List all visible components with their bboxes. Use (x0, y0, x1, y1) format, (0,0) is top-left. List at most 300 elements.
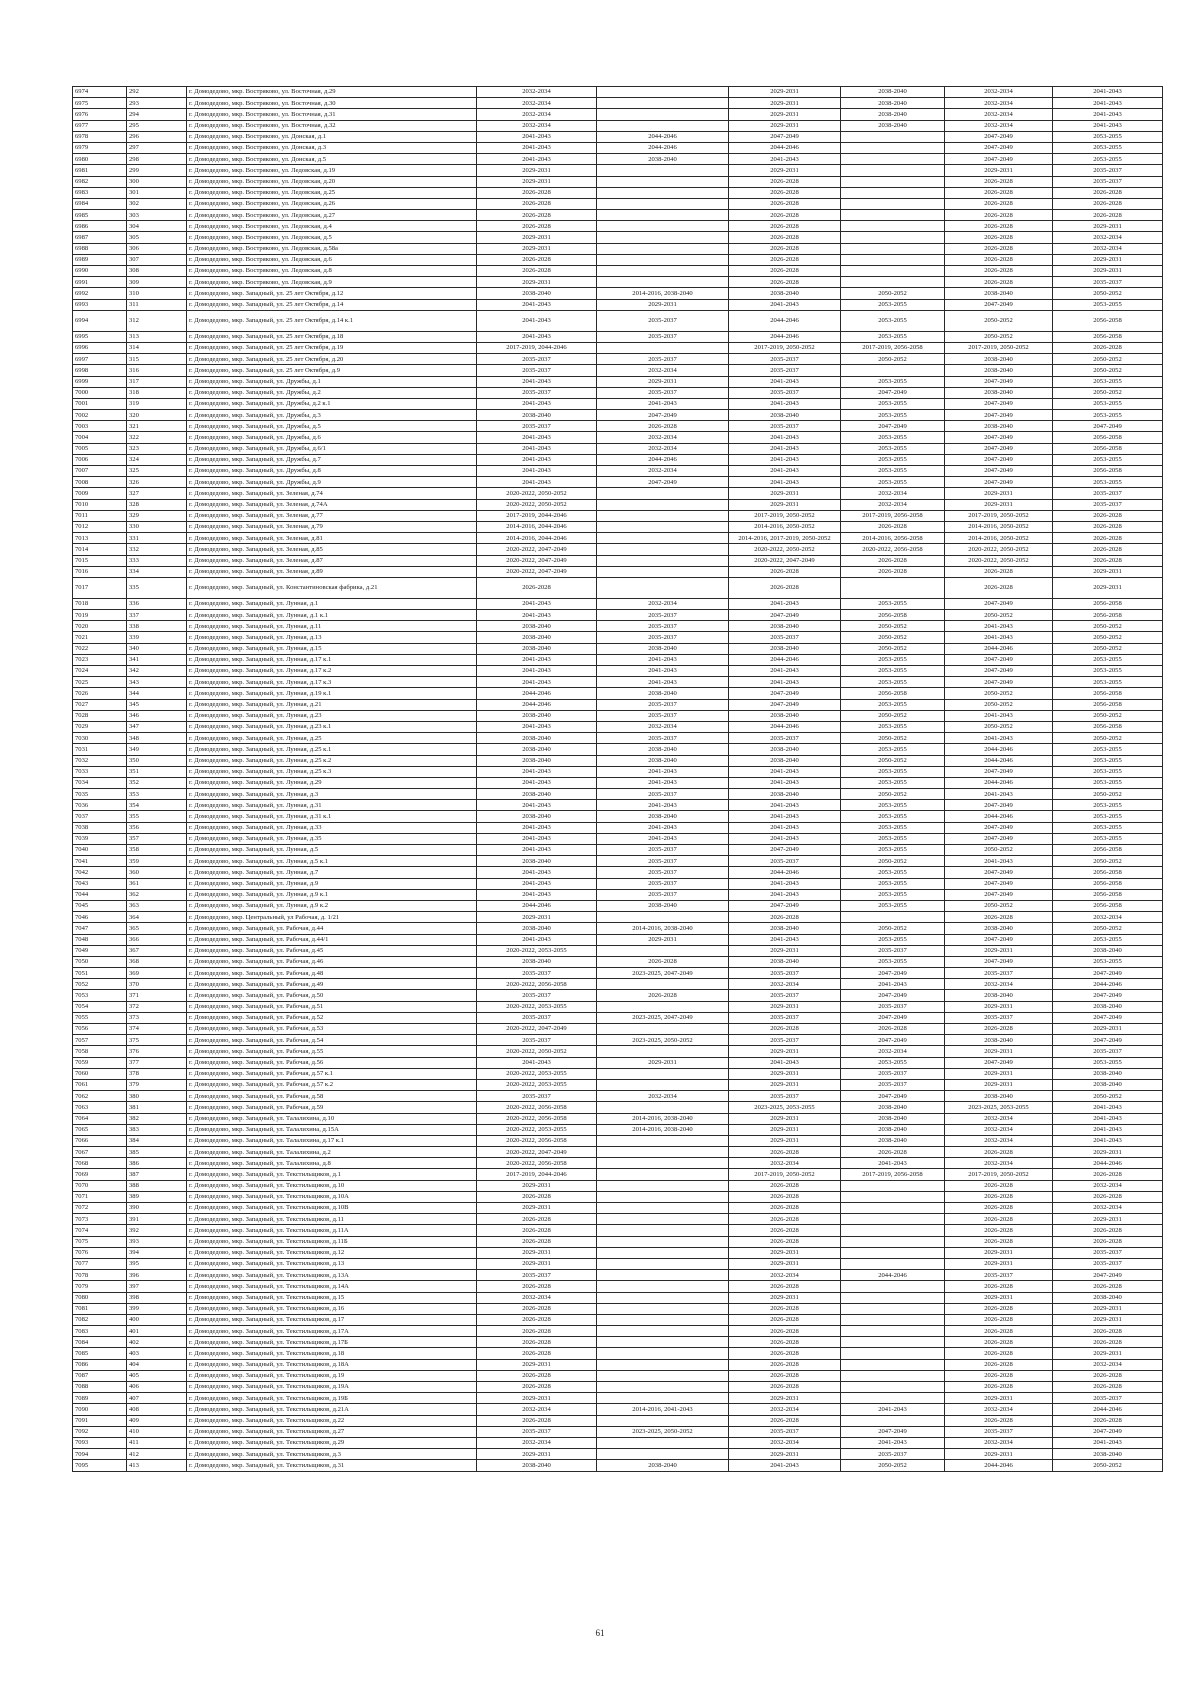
cell-building-no: 369 (127, 968, 187, 979)
cell-period-1: 2044-2046 (477, 900, 597, 911)
table-row (73, 266, 1163, 277)
cell-period-6: 2053-2055 (1053, 777, 1163, 788)
cell-period-1: 2038-2040 (477, 923, 597, 934)
cell-row-id: 6995 (73, 331, 127, 342)
cell-period-1: 2038-2040 (477, 710, 597, 721)
cell-period-6: 2029-2031 (1053, 1314, 1163, 1325)
table-row (73, 1326, 1163, 1337)
cell-period-1: 2035-2037 (477, 387, 597, 398)
cell-period-1: 2041-2043 (477, 398, 597, 409)
cell-period-2 (597, 945, 729, 956)
cell-period-2: 2035-2037 (597, 845, 729, 856)
cell-period-5: 2020-2022, 2050-2052 (945, 555, 1053, 566)
cell-period-6: 2029-2031 (1053, 577, 1163, 598)
cell-period-6: 2032-2034 (1053, 912, 1163, 923)
cell-building-no: 331 (127, 533, 187, 544)
cell-period-4 (841, 1214, 945, 1225)
cell-period-5: 2029-2031 (945, 945, 1053, 956)
cell-period-6: 2026-2028 (1053, 1281, 1163, 1292)
cell-period-6: 2029-2031 (1053, 1303, 1163, 1314)
cell-period-3: 2026-2028 (729, 254, 841, 265)
cell-building-no: 338 (127, 621, 187, 632)
cell-address: г. Домодедово, мкр. Западный, ул. Лунная, д.29 (187, 777, 477, 788)
table-row (73, 477, 1163, 488)
cell-period-6: 2056-2058 (1053, 443, 1163, 454)
cell-period-5: 2026-2028 (945, 1214, 1053, 1225)
table-row (73, 766, 1163, 777)
cell-period-5: 2026-2028 (945, 1225, 1053, 1236)
cell-period-5: 2029-2031 (945, 1449, 1053, 1460)
cell-building-no: 317 (127, 376, 187, 387)
cell-period-5: 2050-2052 (945, 331, 1053, 342)
cell-period-4: 2047-2049 (841, 1012, 945, 1023)
cell-building-no: 364 (127, 912, 187, 923)
cell-period-4 (841, 1314, 945, 1325)
cell-row-id: 6994 (73, 310, 127, 331)
cell-address: г. Домодедово, мкр. Западный, ул. Дружбы, д.7 (187, 454, 477, 465)
cell-period-3: 2017-2019, 2050-2052 (729, 510, 841, 521)
cell-period-2: 2038-2040 (597, 1460, 729, 1471)
cell-period-1: 2041-2043 (477, 477, 597, 488)
cell-period-4: 2053-2055 (841, 811, 945, 822)
cell-period-6: 2026-2028 (1053, 1191, 1163, 1202)
cell-period-5: 2026-2028 (945, 577, 1053, 598)
cell-building-no: 374 (127, 1024, 187, 1035)
cell-period-1: 2029-2031 (477, 1258, 597, 1269)
cell-building-no: 350 (127, 755, 187, 766)
cell-period-4: 2053-2055 (841, 398, 945, 409)
cell-period-4 (841, 221, 945, 232)
cell-period-5: 2026-2028 (945, 1348, 1053, 1359)
cell-period-2: 2047-2049 (597, 477, 729, 488)
cell-row-id: 6986 (73, 221, 127, 232)
cell-period-2: 2032-2034 (597, 432, 729, 443)
cell-period-5: 2050-2052 (945, 688, 1053, 699)
cell-period-6: 2026-2028 (1053, 1382, 1163, 1393)
cell-period-3: 2026-2028 (729, 221, 841, 232)
cell-period-4: 2050-2052 (841, 621, 945, 632)
cell-period-4 (841, 1393, 945, 1404)
cell-period-2 (597, 1214, 729, 1225)
cell-row-id: 7018 (73, 598, 127, 609)
cell-period-4 (841, 1326, 945, 1337)
cell-period-1: 2041-2043 (477, 800, 597, 811)
cell-period-3: 2041-2043 (729, 154, 841, 165)
cell-building-no: 316 (127, 365, 187, 376)
cell-period-4: 2035-2037 (841, 1001, 945, 1012)
cell-period-2: 2038-2040 (597, 154, 729, 165)
cell-row-id: 6993 (73, 299, 127, 310)
cell-period-5: 2026-2028 (945, 232, 1053, 243)
cell-address: г. Домодедово, мкр. Западный, ул. Лунная, д.25 (187, 733, 477, 744)
cell-period-6: 2032-2034 (1053, 1180, 1163, 1191)
cell-period-6: 2035-2037 (1053, 277, 1163, 288)
cell-building-no: 407 (127, 1393, 187, 1404)
table-row (73, 900, 1163, 911)
cell-period-6: 2026-2028 (1053, 1337, 1163, 1348)
cell-period-3: 2035-2037 (729, 632, 841, 643)
cell-period-3: 2044-2046 (729, 331, 841, 342)
cell-period-3: 2038-2040 (729, 956, 841, 967)
cell-period-4 (841, 198, 945, 209)
table-row (73, 421, 1163, 432)
cell-row-id: 7051 (73, 968, 127, 979)
cell-period-6: 2032-2034 (1053, 1359, 1163, 1370)
cell-period-3: 2041-2043 (729, 398, 841, 409)
cell-period-1: 2035-2037 (477, 365, 597, 376)
cell-period-4: 2047-2049 (841, 421, 945, 432)
cell-building-no: 329 (127, 510, 187, 521)
cell-period-6: 2026-2028 (1053, 1370, 1163, 1381)
cell-address: г. Домодедово, мкр. Западный, ул. Лунная, д.25 к.2 (187, 755, 477, 766)
cell-period-3: 2035-2037 (729, 1035, 841, 1046)
cell-period-3: 2023-2025, 2053-2055 (729, 1102, 841, 1113)
cell-period-6: 2053-2055 (1053, 654, 1163, 665)
cell-period-3: 2026-2028 (729, 243, 841, 254)
cell-period-4 (841, 210, 945, 221)
cell-address: г. Домодедово, мкр. Западный, ул. Текстильщиков, д.13 (187, 1258, 477, 1269)
cell-row-id: 7031 (73, 744, 127, 755)
cell-address: г. Домодедово, мкр. Западный, ул. Талалихина, д.2 (187, 1147, 477, 1158)
cell-period-6: 2047-2049 (1053, 1426, 1163, 1437)
cell-address: г. Домодедово, мкр. Востряково, ул. Ледовская, д.58а (187, 243, 477, 254)
cell-period-3: 2026-2028 (729, 1303, 841, 1314)
cell-period-5: 2026-2028 (945, 210, 1053, 221)
cell-period-2: 2014-2016, 2038-2040 (597, 1113, 729, 1124)
cell-building-no: 373 (127, 1012, 187, 1023)
cell-period-1: 2041-2043 (477, 454, 597, 465)
cell-row-id: 6997 (73, 354, 127, 365)
cell-row-id: 7002 (73, 410, 127, 421)
table-row (73, 845, 1163, 856)
table-row (73, 1158, 1163, 1169)
cell-period-5: 2032-2034 (945, 1135, 1053, 1146)
table-row (73, 878, 1163, 889)
cell-address: г. Домодедово, мкр. Западный, ул. Лунная, д.17 к.3 (187, 677, 477, 688)
cell-period-2: 2014-2016, 2038-2040 (597, 923, 729, 934)
cell-row-id: 7030 (73, 733, 127, 744)
cell-period-1: 2029-2031 (477, 176, 597, 187)
cell-period-3: 2041-2043 (729, 1460, 841, 1471)
cell-row-id: 7023 (73, 654, 127, 665)
table-row (73, 232, 1163, 243)
table-row (73, 243, 1163, 254)
table-row (73, 566, 1163, 577)
cell-period-1: 2038-2040 (477, 632, 597, 643)
cell-period-4 (841, 1281, 945, 1292)
cell-building-no: 385 (127, 1147, 187, 1158)
cell-period-5: 2032-2034 (945, 120, 1053, 131)
cell-period-6: 2053-2055 (1053, 956, 1163, 967)
cell-period-5: 2038-2040 (945, 923, 1053, 934)
cell-row-id: 6978 (73, 131, 127, 142)
cell-building-no: 323 (127, 443, 187, 454)
cell-period-4: 2050-2052 (841, 288, 945, 299)
table-row (73, 577, 1163, 598)
cell-period-5: 2047-2049 (945, 466, 1053, 477)
table-row (73, 165, 1163, 176)
cell-address: г. Домодедово, мкр. Западный, ул. Текстильщиков, д.22 (187, 1415, 477, 1426)
cell-building-no: 324 (127, 454, 187, 465)
cell-period-3: 2029-2031 (729, 945, 841, 956)
cell-period-2 (597, 1281, 729, 1292)
cell-period-2 (597, 1068, 729, 1079)
cell-period-2 (597, 979, 729, 990)
cell-address: г. Домодедово, мкр. Востряково, ул. Ледовская, д.4 (187, 221, 477, 232)
cell-building-no: 361 (127, 878, 187, 889)
cell-period-5: 2026-2028 (945, 1203, 1053, 1214)
schedule-table (72, 86, 1163, 1472)
table-row (73, 410, 1163, 421)
cell-period-3: 2026-2028 (729, 1203, 841, 1214)
cell-period-3: 2026-2028 (729, 1281, 841, 1292)
cell-period-6: 2026-2028 (1053, 198, 1163, 209)
cell-period-2: 2035-2037 (597, 621, 729, 632)
cell-building-no: 351 (127, 766, 187, 777)
cell-period-6: 2053-2055 (1053, 299, 1163, 310)
cell-period-6: 2056-2058 (1053, 466, 1163, 477)
cell-period-1: 2026-2028 (477, 1214, 597, 1225)
cell-period-6: 2050-2052 (1053, 1460, 1163, 1471)
cell-period-4 (841, 1258, 945, 1269)
cell-building-no: 335 (127, 577, 187, 598)
cell-period-6: 2053-2055 (1053, 934, 1163, 945)
cell-address: г. Домодедово, мкр. Центральный, ул Рабочая, д. 1/21 (187, 912, 477, 923)
cell-address: г. Домодедово, мкр. Западный, ул. Лунная, д.33 (187, 822, 477, 833)
cell-period-1: 2041-2043 (477, 867, 597, 878)
cell-period-5: 2029-2031 (945, 499, 1053, 510)
cell-period-2 (597, 342, 729, 353)
table-row (73, 990, 1163, 1001)
cell-period-4: 2047-2049 (841, 1091, 945, 1102)
cell-period-4: 2017-2019, 2056-2058 (841, 342, 945, 353)
cell-period-6: 2041-2043 (1053, 87, 1163, 98)
cell-period-6: 2050-2052 (1053, 288, 1163, 299)
cell-period-3: 2026-2028 (729, 1180, 841, 1191)
cell-period-4: 2050-2052 (841, 710, 945, 721)
cell-row-id: 6981 (73, 165, 127, 176)
table-row (73, 521, 1163, 532)
cell-period-3: 2026-2028 (729, 1191, 841, 1202)
cell-period-4: 2053-2055 (841, 867, 945, 878)
cell-period-5: 2047-2049 (945, 154, 1053, 165)
cell-period-5: 2041-2043 (945, 710, 1053, 721)
cell-row-id: 7044 (73, 889, 127, 900)
cell-address: г. Домодедово, мкр. Западный, ул. Рабочая, д.52 (187, 1012, 477, 1023)
cell-period-6: 2026-2028 (1053, 521, 1163, 532)
cell-period-4: 2053-2055 (841, 744, 945, 755)
cell-building-no: 362 (127, 889, 187, 900)
cell-period-1: 2041-2043 (477, 466, 597, 477)
cell-row-id: 7043 (73, 878, 127, 889)
table-row (73, 699, 1163, 710)
cell-period-5: 2026-2028 (945, 243, 1053, 254)
cell-period-6: 2035-2037 (1053, 1258, 1163, 1269)
cell-period-4 (841, 1415, 945, 1426)
cell-period-6: 2035-2037 (1053, 499, 1163, 510)
cell-period-5: 2026-2028 (945, 1303, 1053, 1314)
table-row (73, 131, 1163, 142)
cell-period-2 (597, 1147, 729, 1158)
cell-period-1: 2029-2031 (477, 277, 597, 288)
table-row (73, 755, 1163, 766)
cell-period-4: 2020-2022, 2056-2058 (841, 544, 945, 555)
cell-period-1: 2026-2028 (477, 1236, 597, 1247)
cell-period-6: 2029-2031 (1053, 221, 1163, 232)
cell-building-no: 397 (127, 1281, 187, 1292)
cell-period-4: 2053-2055 (841, 845, 945, 856)
cell-address: г. Домодедово, мкр. Западный, ул. Дружбы, д.6/1 (187, 443, 477, 454)
cell-period-2: 2035-2037 (597, 710, 729, 721)
cell-building-no: 337 (127, 610, 187, 621)
cell-row-id: 7084 (73, 1337, 127, 1348)
table-row (73, 1068, 1163, 1079)
cell-building-no: 390 (127, 1203, 187, 1214)
cell-period-1: 2026-2028 (477, 1415, 597, 1426)
cell-building-no: 345 (127, 699, 187, 710)
cell-period-2 (597, 1348, 729, 1359)
cell-period-1: 2026-2028 (477, 1225, 597, 1236)
register-sheet (72, 86, 1122, 1472)
cell-address: г. Домодедово, мкр. Западный, ул. Рабочая, д.45 (187, 945, 477, 956)
cell-period-5: 2038-2040 (945, 354, 1053, 365)
cell-period-3: 2026-2028 (729, 1236, 841, 1247)
cell-period-3: 2029-2031 (729, 1258, 841, 1269)
cell-period-3: 2017-2019, 2050-2052 (729, 1169, 841, 1180)
cell-period-5: 2029-2031 (945, 488, 1053, 499)
cell-address: г. Домодедово, мкр. Западный, ул. Лунная, д.31 (187, 800, 477, 811)
cell-period-3: 2038-2040 (729, 923, 841, 934)
cell-period-5: 2047-2049 (945, 142, 1053, 153)
cell-row-id: 7013 (73, 533, 127, 544)
cell-period-5: 2026-2028 (945, 176, 1053, 187)
cell-period-2: 2041-2043 (597, 654, 729, 665)
cell-period-1: 2017-2019, 2044-2046 (477, 342, 597, 353)
table-row (73, 598, 1163, 609)
cell-period-2 (597, 521, 729, 532)
cell-period-3: 2029-2031 (729, 98, 841, 109)
cell-period-1: 2041-2043 (477, 766, 597, 777)
cell-building-no: 382 (127, 1113, 187, 1124)
cell-period-5: 2014-2016, 2050-2052 (945, 533, 1053, 544)
cell-period-1: 2041-2043 (477, 654, 597, 665)
cell-building-no: 322 (127, 432, 187, 443)
cell-period-6: 2047-2049 (1053, 990, 1163, 1001)
cell-row-id: 7032 (73, 755, 127, 766)
cell-period-1: 2035-2037 (477, 421, 597, 432)
table-row (73, 109, 1163, 120)
cell-row-id: 7022 (73, 643, 127, 654)
cell-building-no: 406 (127, 1382, 187, 1393)
cell-period-2: 2038-2040 (597, 688, 729, 699)
cell-building-no: 307 (127, 254, 187, 265)
cell-period-4 (841, 266, 945, 277)
cell-row-id: 7038 (73, 822, 127, 833)
table-row (73, 387, 1163, 398)
cell-period-1: 2017-2019, 2044-2046 (477, 510, 597, 521)
cell-period-5: 2026-2028 (945, 1337, 1053, 1348)
cell-period-4: 2053-2055 (841, 878, 945, 889)
cell-period-2: 2023-2025, 2050-2052 (597, 1426, 729, 1437)
cell-building-no: 405 (127, 1370, 187, 1381)
cell-period-2 (597, 232, 729, 243)
cell-building-no: 349 (127, 744, 187, 755)
table-row (73, 187, 1163, 198)
cell-building-no: 356 (127, 822, 187, 833)
cell-period-6: 2035-2037 (1053, 1393, 1163, 1404)
cell-row-id: 6975 (73, 98, 127, 109)
cell-period-5: 2029-2031 (945, 1247, 1053, 1258)
cell-address: г. Домодедово, мкр. Западный, ул. Рабочая, д.57 к.1 (187, 1068, 477, 1079)
table-row (73, 466, 1163, 477)
cell-period-6: 2035-2037 (1053, 1247, 1163, 1258)
cell-period-6: 2053-2055 (1053, 454, 1163, 465)
cell-period-3: 2029-2031 (729, 499, 841, 510)
cell-period-3: 2041-2043 (729, 432, 841, 443)
cell-period-1: 2041-2043 (477, 142, 597, 153)
cell-period-2 (597, 1370, 729, 1381)
cell-period-5: 2026-2028 (945, 1281, 1053, 1292)
cell-period-2: 2029-2031 (597, 934, 729, 945)
cell-period-5: 2047-2049 (945, 666, 1053, 677)
cell-period-3: 2035-2037 (729, 1091, 841, 1102)
cell-period-6: 2056-2058 (1053, 867, 1163, 878)
cell-period-6: 2026-2028 (1053, 1225, 1163, 1236)
cell-period-5: 2026-2028 (945, 187, 1053, 198)
cell-period-3: 2041-2043 (729, 800, 841, 811)
cell-period-2 (597, 1303, 729, 1314)
cell-period-1: 2038-2040 (477, 811, 597, 822)
cell-period-2: 2035-2037 (597, 354, 729, 365)
cell-address: г. Домодедово, мкр. Западный, ул. Дружбы, д.3 (187, 410, 477, 421)
cell-period-1: 2041-2043 (477, 934, 597, 945)
cell-row-id: 6976 (73, 109, 127, 120)
cell-period-4 (841, 131, 945, 142)
cell-period-1: 2020-2022, 2053-2055 (477, 1079, 597, 1090)
cell-period-2: 2041-2043 (597, 777, 729, 788)
cell-period-4: 2038-2040 (841, 98, 945, 109)
cell-building-no: 300 (127, 176, 187, 187)
cell-row-id: 7053 (73, 990, 127, 1001)
cell-period-1: 2038-2040 (477, 856, 597, 867)
cell-period-6: 2056-2058 (1053, 688, 1163, 699)
cell-period-6: 2038-2040 (1053, 945, 1163, 956)
cell-period-4 (841, 1247, 945, 1258)
cell-period-2: 2047-2049 (597, 410, 729, 421)
cell-period-1: 2020-2022, 2050-2052 (477, 488, 597, 499)
cell-period-6: 2053-2055 (1053, 131, 1163, 142)
cell-period-5: 2041-2043 (945, 789, 1053, 800)
table-row (73, 210, 1163, 221)
cell-building-no: 387 (127, 1169, 187, 1180)
cell-period-1: 2026-2028 (477, 1348, 597, 1359)
cell-period-3: 2026-2028 (729, 1370, 841, 1381)
cell-period-4: 2035-2037 (841, 1449, 945, 1460)
table-row (73, 688, 1163, 699)
cell-period-3: 2026-2028 (729, 1214, 841, 1225)
table-row (73, 811, 1163, 822)
cell-period-5: 2038-2040 (945, 365, 1053, 376)
table-row (73, 365, 1163, 376)
cell-building-no: 301 (127, 187, 187, 198)
cell-row-id: 7016 (73, 566, 127, 577)
table-row (73, 710, 1163, 721)
cell-period-3: 2026-2028 (729, 1314, 841, 1325)
cell-address: г. Домодедово, мкр. Западный, ул. Дружбы, д.6 (187, 432, 477, 443)
cell-period-1: 2020-2022, 2050-2052 (477, 499, 597, 510)
cell-period-1: 2038-2040 (477, 621, 597, 632)
cell-period-4 (841, 1236, 945, 1247)
